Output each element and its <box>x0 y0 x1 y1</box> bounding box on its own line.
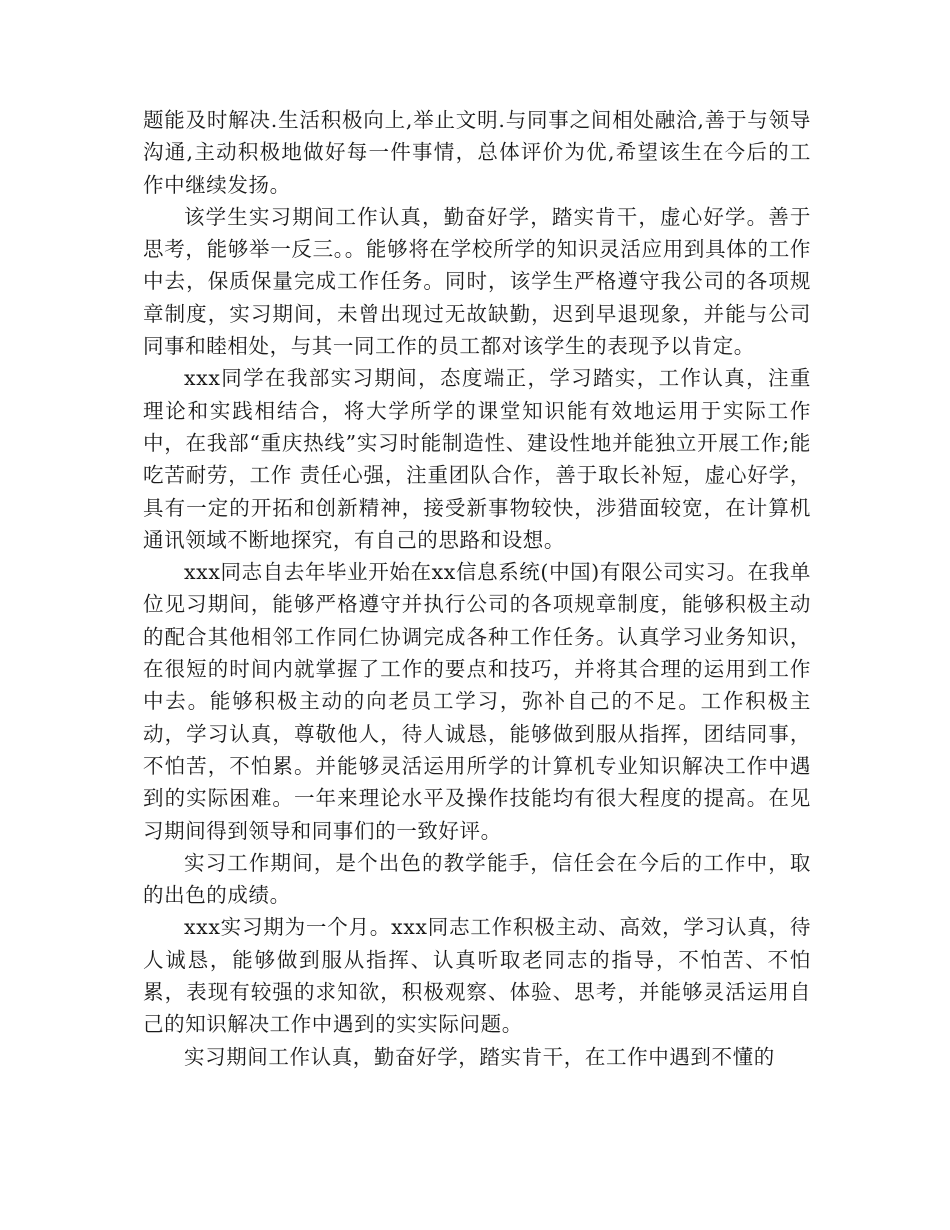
paragraph-3: xxx同学在我部实习期间，态度端正，学习踏实，工作认真，注重理论和实践相结合，将大学所学的课堂知识能有效地运用于实际工作中，在我部“重庆热线”实习时能制造性、建设性地并能独立开展工作;能吃苦耐劳，工作 责任心强，注重团队合作，善于取长补短，虚心好学，具有一定的开拓和创新精神，接受新事物较快，涉猎面较宽，在计算机通讯领域不断地探究，有自己的思路和设想。 <box>143 366 811 552</box>
paragraph-1: 题能及时解决.生活积极向上,举止文明.与同事之间相处融洽,善于与领导沟通,主动积极地做好每一件事情，总体评价为优,希望该生在今后的工作中继续发扬。 <box>143 108 811 197</box>
paragraph-4: xxx同志自去年毕业开始在xx信息系统(中国)有限公司实习。在我单位见习期间，能够严格遵守并执行公司的各项规章制度，能够积极主动的配合其他相邻工作同仁协调完成各种工作任务。认真学习业务知识，在很短的时间内就掌握了工作的要点和技巧，并将其合理的运用到工作中去。能够积极主动的向老员工学习，弥补自己的不足。工作积极主动，学习认真，尊敬他人，待人诚恳，能够做到服从指挥，团结同事，不怕苦，不怕累。并能够灵活运用所学的计算机专业知识解决工作中遇到的实际困难。一年来理论水平及操作技能均有很大程度的提高。在见习期间得到领导和同事们的一致好评。 <box>143 560 811 843</box>
paragraph-7: 实习期间工作认真，勤奋好学，踏实肯干，在工作中遇到不懂的 <box>184 1044 775 1069</box>
paragraph-5: 实习工作期间，是个出色的教学能手，信任会在今后的工作中，取的出色的成绩。 <box>143 850 811 908</box>
paragraph-6: xxx实习期为一个月。xxx同志工作积极主动、高效，学习认真，待人诚恳，能够做到服从指挥、认真听取老同志的指导，不怕苦、不怕累，表现有较强的求知欲，积极观察、体验、思考，并能够灵活运用自己的知识解决工作中遇到的实实际问题。 <box>143 915 811 1037</box>
paragraph-2: 该学生实习期间工作认真，勤奋好学，踏实肯干，虚心好学。善于思考，能够举一反三。。能够将在学校所学的知识灵活应用到具体的工作中去，保质保量完成工作任务。同时，该学生严格遵守我公司的各项规章制度，实习期间，未曾出现过无故缺勤，迟到早退现象，并能与公司同事和睦相处，与其一同工作的员工都对该学生的表现予以肯定。 <box>143 204 811 359</box>
document-body <box>143 104 811 1073</box>
